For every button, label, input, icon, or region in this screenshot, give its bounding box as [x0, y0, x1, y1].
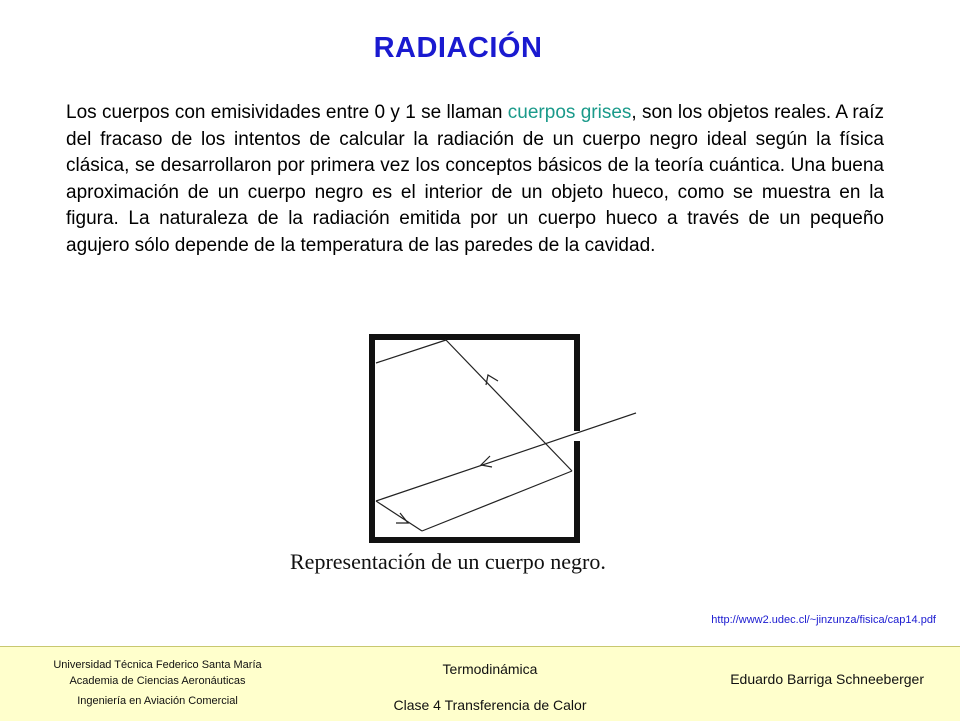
figure-caption: Representación de un cuerpo negro.: [290, 549, 606, 574]
ray-path: [376, 340, 636, 531]
author-name: Eduardo Barriga Schneeberger: [730, 671, 924, 687]
arrow-head-1: [481, 456, 492, 467]
paragraph-text-1: Los cuerpos con emisividades entre 0 y 1 se llaman: [66, 102, 508, 123]
course-block: [300, 661, 680, 713]
highlight-term: cuerpos grises: [507, 102, 632, 123]
program-name: Ingeniería en Aviación Comercial: [77, 695, 238, 707]
blackbody-figure: [330, 325, 645, 550]
blackbody-diagram: [330, 325, 645, 550]
university-name: Universidad Técnica Federico Santa María: [53, 659, 262, 671]
institution-block: [20, 657, 295, 709]
academy-name: Academia de Ciencias Aeronáuticas: [69, 675, 246, 687]
course-name: Termodinámica: [442, 661, 538, 677]
slide-title: RADIACIÓN: [373, 32, 543, 64]
body-paragraph: [66, 100, 884, 260]
source-link[interactable]: http://www2.udec.cl/~jinzunza/fisica/cap14.pdf: [711, 614, 936, 626]
footer-bar: [0, 646, 960, 721]
paragraph-text-2: , son los objetos reales. A raíz del fracaso de los intentos de calcular la radiación de un cuerpo negro ideal según la física clásica, se desarrollaron por primera vez los conceptos básicos de la teoría cuántica. Una buena aproximación de un cuerpo negro es el interior de un objeto hueco, como se muestra en la figura. La naturaleza de la radiación emitida por un cuerpo hueco a través de un pequeño agujero sólo depende de la temperatura de las paredes de la cavidad.: [66, 102, 885, 256]
class-name: Clase 4 Transferencia de Calor: [393, 697, 587, 713]
